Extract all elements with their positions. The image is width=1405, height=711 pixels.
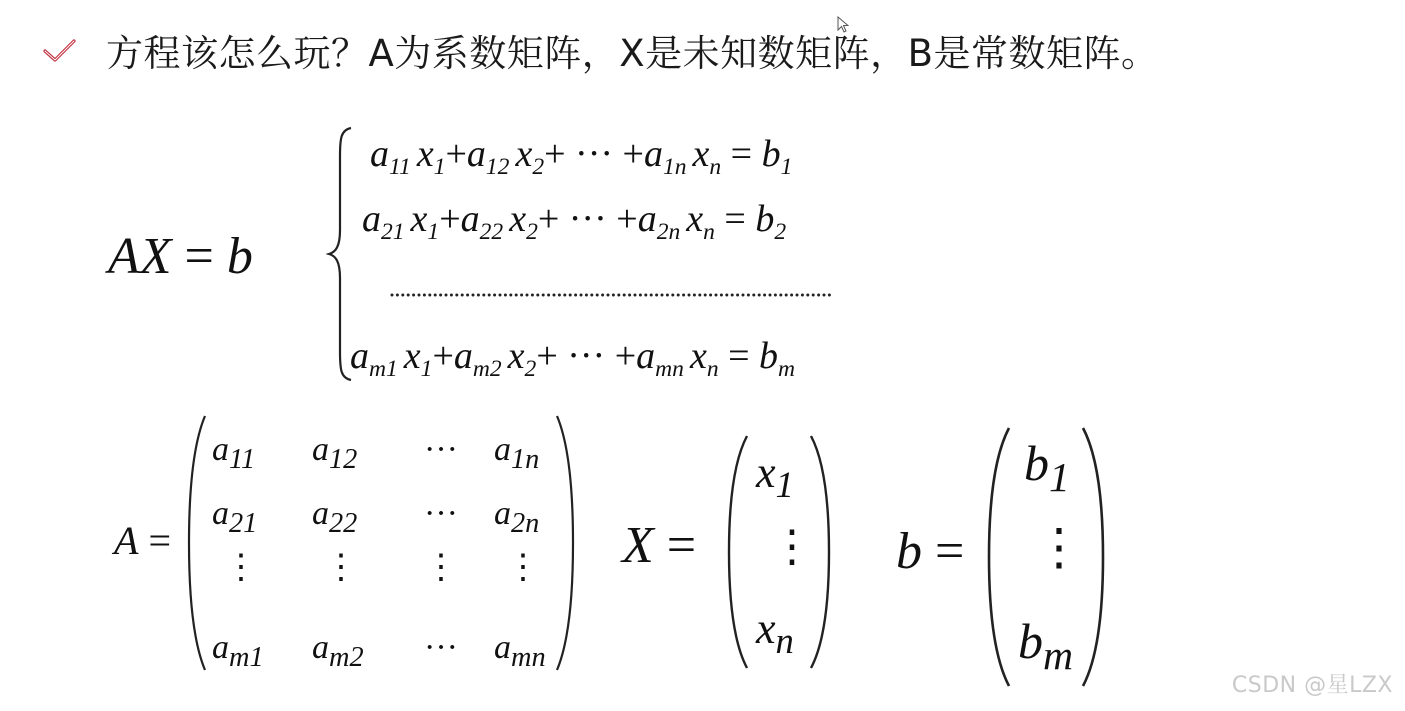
equation-lhs: AX — [108, 228, 172, 285]
ellipsis-dot — [742, 294, 745, 297]
variable-base: x — [403, 335, 421, 377]
ellipsis-dot — [677, 294, 680, 297]
variable — [509, 198, 538, 246]
equals-sign: = — [714, 198, 756, 240]
vdots: ⋮ — [224, 549, 258, 586]
ellipsis-dot — [769, 294, 772, 297]
watermark: CSDN @星LZX — [1231, 673, 1393, 698]
vector-entry-subscript: m — [1043, 633, 1074, 679]
ellipsis-dot — [488, 294, 491, 297]
cdots: ··· — [565, 133, 623, 175]
ellipsis-dot — [612, 294, 615, 297]
ellipsis-dot — [796, 294, 799, 297]
variable — [689, 335, 719, 383]
slide-heading: 方程该怎么玩？A为系数矩阵，X是未知数矩阵，B是常数矩阵。 — [106, 32, 1159, 75]
variable — [403, 335, 433, 383]
vector-entry — [1024, 435, 1070, 501]
ellipsis-dot — [531, 294, 534, 297]
ellipsis-dot — [418, 294, 421, 297]
matrix-entry-base: a — [212, 629, 229, 666]
ellipsis-dot — [601, 294, 604, 297]
vector-b-cell — [1034, 519, 1084, 575]
ellipsis-dot — [736, 294, 739, 297]
variable-base: x — [410, 198, 428, 240]
cdots: ··· — [559, 198, 617, 240]
ellipsis-dot — [585, 294, 588, 297]
ellipsis-dot — [504, 294, 507, 297]
variable-subscript: 2 — [526, 219, 538, 246]
matrix-entry-subscript: m1 — [229, 641, 264, 673]
ellipsis-dot — [644, 294, 647, 297]
variable-subscript: 2 — [532, 154, 545, 181]
variable-base: x — [416, 133, 434, 175]
coefficient-subscript: 2n — [656, 219, 681, 246]
matrix-a-cell — [312, 494, 357, 544]
ellipsis-dot — [801, 294, 804, 297]
coefficient — [636, 335, 684, 383]
matrix-entry-base: a — [212, 431, 229, 468]
ellipsis-dot — [628, 294, 631, 297]
ellipsis-dot — [396, 294, 399, 297]
variable — [416, 133, 446, 181]
plus-sign: + — [445, 133, 467, 175]
ellipsis-dot — [455, 294, 458, 297]
ellipsis-dot — [666, 294, 669, 297]
vector-x-equals: = — [666, 517, 697, 574]
coefficient-subscript: 1n — [662, 154, 687, 181]
ellipsis-dot — [828, 294, 831, 297]
matrix-entry-subscript: mn — [511, 641, 546, 673]
matrix-entry-subscript: 12 — [329, 443, 358, 475]
coefficient-subscript: 21 — [381, 219, 405, 246]
matrix-entry-base: a — [312, 629, 329, 666]
ellipsis-dot — [758, 294, 761, 297]
rhs-constant — [759, 335, 796, 383]
ellipsis-dot — [563, 294, 566, 297]
coefficient-base: a — [370, 133, 389, 175]
matrix-entry-subscript: 1n — [511, 443, 540, 475]
plus-sign: + — [537, 198, 560, 240]
ellipsis-dot — [526, 294, 529, 297]
ellipsis-dot — [671, 294, 674, 297]
rhs-base: b — [761, 133, 781, 175]
matrix-entry — [494, 431, 540, 475]
vdots: ⋮ — [770, 522, 814, 571]
ellipsis-dot — [515, 294, 518, 297]
rhs-constant — [755, 198, 787, 246]
ellipsis-dot — [655, 294, 658, 297]
matrix-a-right-paren — [554, 414, 576, 672]
matrix-a-cell — [212, 628, 264, 678]
matrix-entry-subscript: m2 — [329, 641, 364, 673]
ellipsis-dot — [774, 294, 777, 297]
coefficient-base: a — [643, 133, 663, 175]
equals-sign: = — [721, 133, 762, 175]
vector-entry-subscript: 1 — [1049, 455, 1070, 501]
ellipsis-dot — [709, 294, 712, 297]
rhs-subscript: 2 — [774, 219, 787, 246]
ellipsis-dot — [450, 294, 453, 297]
coefficient-base: a — [636, 335, 656, 377]
vector-entry-subscript: 1 — [775, 463, 794, 505]
ellipsis-dot — [558, 294, 561, 297]
variable-base: x — [509, 198, 527, 240]
coefficient — [460, 198, 504, 246]
ellipsis-dot — [688, 294, 691, 297]
ellipsis-dot — [482, 294, 485, 297]
matrix-entry — [212, 495, 258, 539]
ellipsis-dot — [493, 294, 496, 297]
variable-subscript: 2 — [524, 356, 537, 383]
matrix-entry-base: a — [312, 431, 329, 468]
ellipsis-dot — [823, 294, 826, 297]
ellipsis-dot — [790, 294, 793, 297]
variable-base: x — [689, 335, 707, 377]
ellipsis-dot — [639, 294, 642, 297]
variable — [515, 133, 545, 181]
variable-subscript: 1 — [420, 356, 433, 383]
cdots: ··· — [557, 335, 615, 377]
coefficient — [466, 133, 510, 181]
matrix-a-cell — [424, 494, 458, 534]
ellipsis-dot — [391, 294, 394, 297]
ellipsis-dot — [623, 294, 626, 297]
plus-sign: + — [616, 198, 638, 240]
variable-base: x — [515, 133, 533, 175]
vector-entry-base: x — [756, 448, 776, 497]
matrix-a-cell — [506, 548, 540, 588]
equation-equals: = — [184, 228, 214, 285]
matrix-entry-base: a — [494, 629, 511, 666]
vector-b-equals: = — [935, 523, 965, 580]
equation-rhs: b — [226, 228, 253, 285]
matrix-a-cell — [494, 430, 539, 480]
variable-subscript: n — [709, 154, 722, 181]
variable-subscript: n — [703, 219, 715, 246]
vdots: ⋮ — [506, 549, 540, 586]
plus-sign: + — [536, 335, 558, 377]
vector-x-cell — [756, 448, 794, 510]
ellipsis-dot — [547, 294, 550, 297]
matrix-a-equals: = — [148, 518, 171, 563]
ellipsis-dot — [747, 294, 750, 297]
matrix-entry-subscript: 21 — [229, 507, 258, 539]
matrix-a-cell — [312, 628, 364, 678]
coefficient-base: a — [460, 198, 480, 240]
variable — [410, 198, 440, 246]
vector-x-symbol: X — [622, 517, 654, 574]
ellipsis-dot — [634, 294, 637, 297]
ellipsis-dot — [661, 294, 664, 297]
ellipsis-dot — [720, 294, 723, 297]
ellipsis-dot — [536, 294, 539, 297]
vector-x-cell — [756, 604, 794, 666]
vector-b-cell — [1018, 613, 1074, 681]
ellipsis-dot — [752, 294, 755, 297]
ellipsis-dot — [779, 294, 782, 297]
ellipsis-dot — [477, 294, 480, 297]
matrix-a-cell — [312, 430, 357, 480]
ellipsis-dot — [806, 294, 809, 297]
ellipsis-dot — [682, 294, 685, 297]
ellipsis-dot — [466, 294, 469, 297]
ellipsis-dot — [439, 294, 442, 297]
plus-sign: + — [439, 198, 461, 240]
ellipsis-dot — [569, 294, 572, 297]
ellipsis-dot — [590, 294, 593, 297]
matrix-a-cell — [494, 494, 539, 544]
variable — [692, 133, 722, 181]
vector-entry-base: b — [1018, 613, 1043, 669]
variable-base: x — [507, 335, 525, 377]
ellipsis-dot — [434, 294, 437, 297]
coefficient — [643, 133, 687, 181]
rhs-base: b — [759, 335, 779, 377]
matrix-entry-base: a — [212, 495, 229, 532]
matrix-entry-base: a — [494, 495, 511, 532]
vector-x-left-paren — [726, 434, 750, 670]
variable — [686, 198, 715, 246]
variable-base: x — [686, 198, 704, 240]
matrix-entry-subscript: 2n — [511, 507, 540, 539]
system-equation-row — [370, 132, 793, 181]
variable-base: x — [692, 133, 710, 175]
ellipsis-dot — [412, 294, 415, 297]
matrix-entry — [212, 629, 264, 673]
ellipsis-dot — [731, 294, 734, 297]
variable-subscript: 1 — [427, 219, 440, 246]
ellipsis-dot — [428, 294, 431, 297]
matrix-a-label — [114, 515, 171, 567]
ellipsis-dot — [542, 294, 545, 297]
matrix-a-cell — [424, 628, 458, 668]
ellipsis-dot — [650, 294, 653, 297]
mouse-cursor-icon — [837, 16, 849, 34]
vdots: ⋮ — [1034, 519, 1084, 575]
vector-x-cell — [770, 522, 814, 572]
matrix-a-cell — [212, 494, 257, 544]
system-equation-row — [350, 334, 796, 383]
ellipsis-dot — [445, 294, 448, 297]
cdots: ··· — [424, 431, 458, 468]
matrix-a-cell — [424, 430, 458, 470]
ellipsis-dot — [472, 294, 475, 297]
coefficient — [362, 198, 405, 246]
matrix-a-left-paren — [186, 414, 208, 672]
coefficient — [453, 335, 502, 383]
ellipsis-dot — [812, 294, 815, 297]
matrix-entry-subscript: 22 — [329, 507, 358, 539]
plus-sign: + — [544, 133, 566, 175]
vector-b-label — [896, 522, 964, 582]
equals-sign: = — [718, 335, 760, 377]
ellipsis-dot — [617, 294, 620, 297]
rhs-subscript: m — [778, 356, 796, 383]
vector-entry — [756, 448, 794, 505]
ellipsis-dot — [580, 294, 583, 297]
coefficient-subscript: 12 — [485, 154, 510, 181]
coefficient — [370, 133, 411, 181]
vdots: ⋮ — [424, 549, 458, 586]
matrix-a-cell — [212, 430, 255, 480]
ellipsis-dot — [715, 294, 718, 297]
coefficient — [350, 335, 398, 383]
coefficient — [637, 198, 681, 246]
variable-subscript: n — [706, 356, 719, 383]
system-ellipsis-dots — [390, 292, 834, 298]
ellipsis-dot — [763, 294, 766, 297]
variable — [507, 335, 537, 383]
ellipsis-dot — [596, 294, 599, 297]
ellipsis-dot — [607, 294, 610, 297]
ellipsis-dot — [704, 294, 707, 297]
rhs-subscript: 1 — [780, 154, 793, 181]
plus-sign: + — [614, 335, 637, 377]
matrix-a-cell — [324, 548, 358, 588]
coefficient-subscript: m1 — [369, 356, 398, 383]
vector-entry-subscript: n — [775, 619, 794, 661]
matrix-a-cell — [494, 628, 546, 678]
matrix-entry — [212, 431, 256, 475]
vector-entry-base: x — [756, 604, 776, 653]
coefficient-base: a — [362, 198, 381, 240]
vector-b-cell — [1024, 435, 1070, 503]
ellipsis-dot — [407, 294, 410, 297]
vector-entry — [756, 604, 794, 661]
coefficient-base: a — [453, 335, 473, 377]
vector-b-left-paren — [986, 426, 1012, 688]
coefficient-base: a — [637, 198, 657, 240]
vector-entry — [1018, 613, 1074, 679]
ellipsis-dot — [509, 294, 512, 297]
matrix-entry — [312, 495, 358, 539]
check-icon — [41, 36, 79, 66]
vector-b-symbol: b — [896, 523, 922, 580]
ellipsis-dot — [520, 294, 523, 297]
matrix-a-symbol: A — [114, 518, 139, 563]
variable-subscript: 1 — [433, 154, 446, 181]
ellipsis-dot — [725, 294, 728, 297]
vector-entry-base: b — [1024, 435, 1049, 491]
cdots: ··· — [424, 495, 458, 532]
plus-sign: + — [622, 133, 644, 175]
matrix-entry — [312, 629, 364, 673]
matrix-entry — [494, 495, 540, 539]
ellipsis-dot — [817, 294, 820, 297]
matrix-entry-base: a — [494, 431, 511, 468]
matrix-entry-base: a — [312, 495, 329, 532]
matrix-a-cell — [224, 548, 258, 588]
coefficient-subscript: m2 — [472, 356, 502, 383]
coefficient-subscript: 22 — [479, 219, 504, 246]
cdots: ··· — [424, 629, 458, 666]
ellipsis-dot — [785, 294, 788, 297]
matrix-entry — [312, 431, 358, 475]
ellipsis-dot — [499, 294, 502, 297]
plus-sign: + — [432, 335, 454, 377]
rhs-constant — [761, 133, 793, 181]
coefficient-subscript: 11 — [389, 154, 411, 181]
matrix-a-cell — [424, 548, 458, 588]
coefficient-base: a — [350, 335, 369, 377]
ellipsis-dot — [553, 294, 556, 297]
matrix-entry — [494, 629, 546, 673]
vdots: ⋮ — [324, 549, 358, 586]
matrix-equation — [108, 222, 253, 292]
ellipsis-dot — [574, 294, 577, 297]
matrix-entry-subscript: 11 — [229, 443, 256, 475]
ellipsis-dot — [401, 294, 404, 297]
vector-x-label — [622, 516, 696, 576]
ellipsis-dot — [693, 294, 696, 297]
rhs-base: b — [755, 198, 775, 240]
coefficient-subscript: mn — [655, 356, 684, 383]
coefficient-base: a — [466, 133, 486, 175]
ellipsis-dot — [423, 294, 426, 297]
ellipsis-dot — [698, 294, 701, 297]
ellipsis-dot — [461, 294, 464, 297]
system-equation-row — [362, 197, 787, 246]
